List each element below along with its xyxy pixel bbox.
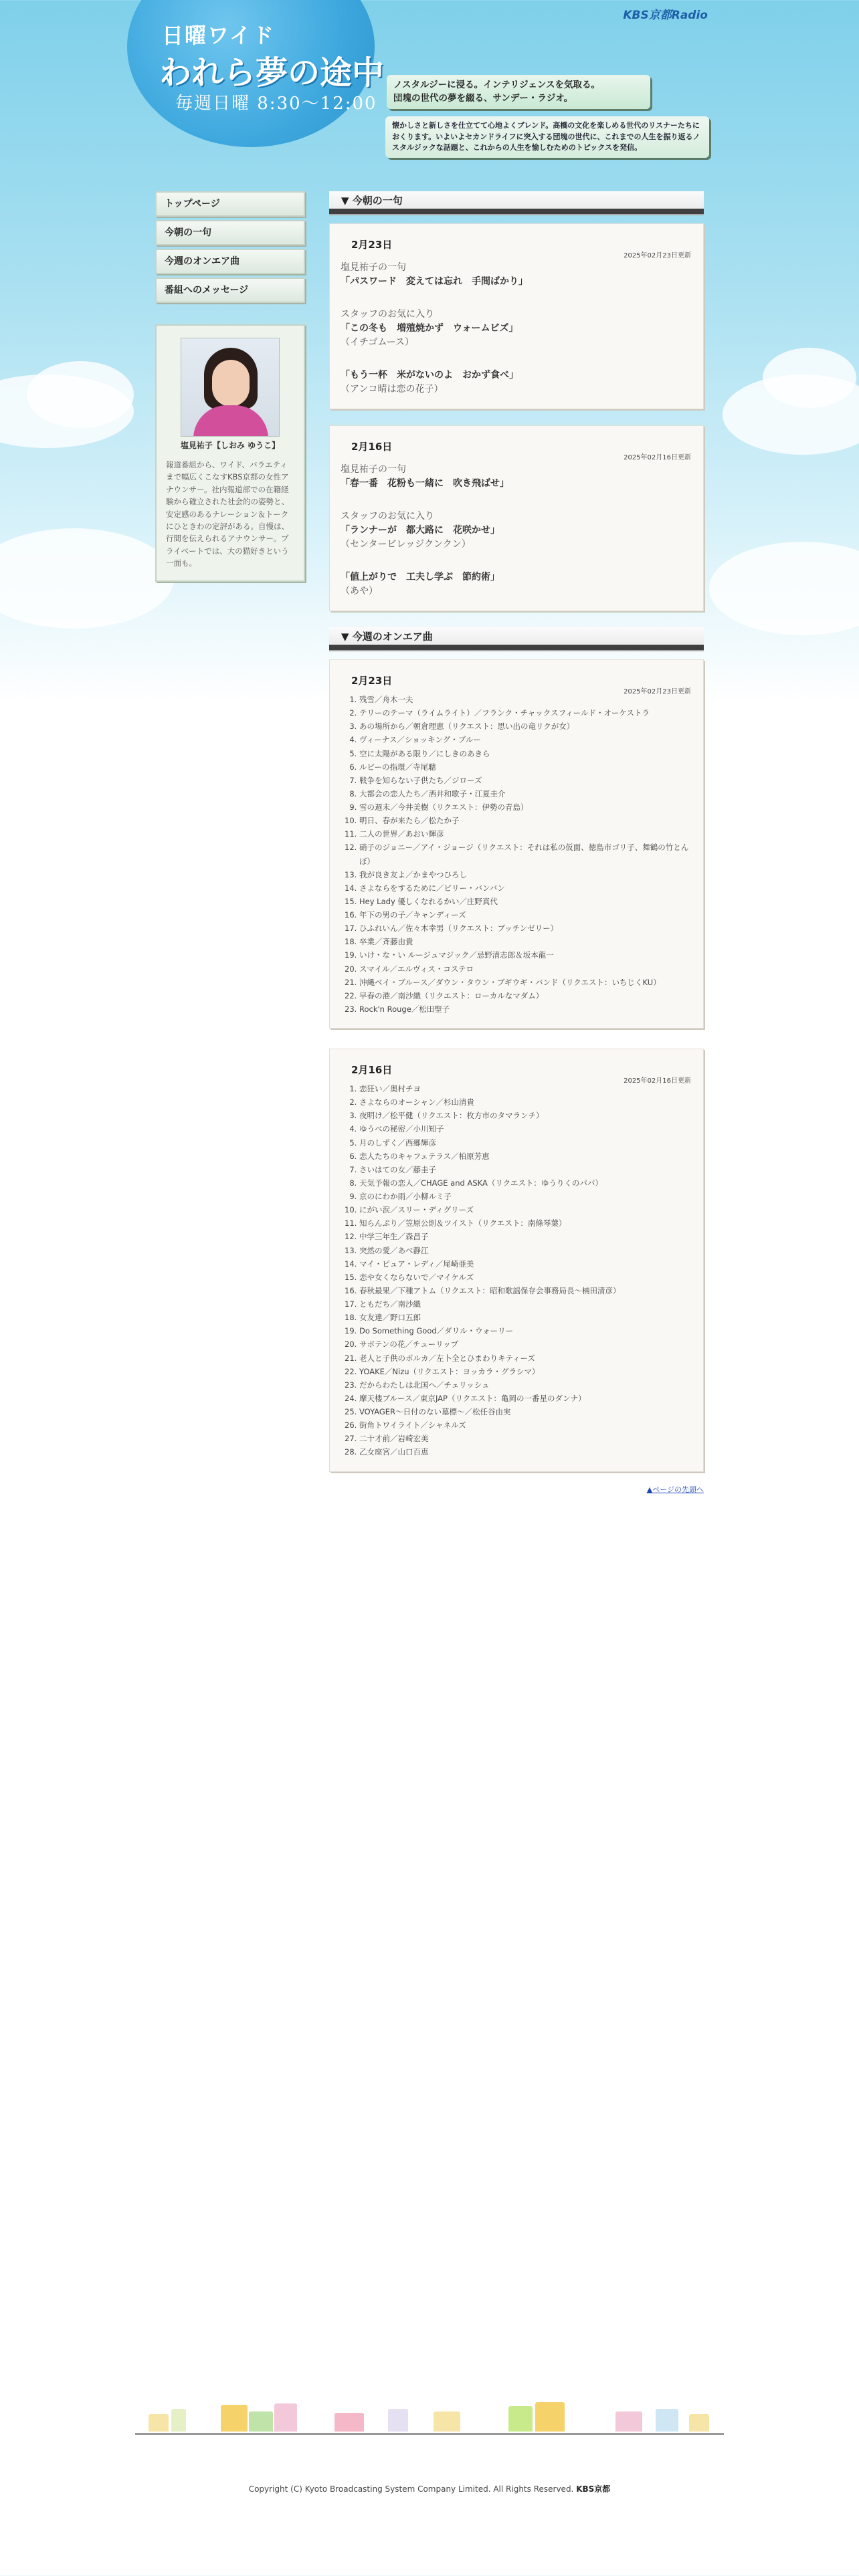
song-item: 18. 卒業／斉藤由貴 (359, 935, 692, 948)
song-item: 8. 天気予報の恋人／CHAGE and ASKA（リクエスト：ゆうりくのパパ） (359, 1176, 692, 1190)
section-heading-haiku: ▼ 今朝の一句 (329, 191, 704, 214)
card-updated: 2025年02月16日更新 (624, 454, 691, 461)
haiku-author: （アンコ晴は恋の花子） (341, 384, 444, 395)
program-subtitle: 日曜ワイド (162, 23, 276, 48)
song-item: 8. 大都会の恋人たち／酒井和歌子・江夏圭介 (359, 787, 692, 800)
host-photo (181, 338, 280, 437)
song-item: 23. Rock'n Rouge／松田聖子 (359, 1002, 692, 1016)
song-list (341, 693, 692, 1016)
song-item: 7. 戦争を知らない子供たち／ジローズ (359, 774, 692, 787)
haiku-author: （イチゴムース） (341, 337, 415, 348)
song-item: 3. あの場所から／朝倉理恵（リクエスト：思い出の竜リクが女） (359, 720, 692, 733)
haiku-text: 「この冬も 増殖焼かず ウォームビズ」 (341, 323, 518, 334)
card-date: 2月23日 (351, 675, 393, 687)
side-nav (155, 191, 305, 303)
song-item: 6. 恋人たちのキャフェテラス／柏原芳恵 (359, 1150, 692, 1163)
tagline-line: 団塊の世代の夢を綴る、サンデー・ラジオ。 (393, 92, 573, 104)
card-date: 2月16日 (351, 1064, 393, 1076)
copyright-brand: KBS京都 (576, 2484, 611, 2494)
song-item: 17. ひふれいん／佐々木幸男（リクエスト：ブッチンゼリー） (359, 922, 692, 935)
song-item: 5. 月のしずく／西郷輝彦 (359, 1136, 692, 1150)
nav-item-onair-songs[interactable]: 今週のオンエア曲 (155, 249, 305, 274)
header (135, 0, 724, 181)
song-item: 11. 知らんぷり／笠原公則＆ツイスト（リクエスト：南條琴葉） (359, 1216, 692, 1230)
haiku-entry (341, 510, 692, 552)
footer-town-illustration (0, 2381, 859, 2461)
song-item: 27. 二十才前／岩崎宏美 (359, 1432, 692, 1445)
section-heading-songs: ▼ 今週のオンエア曲 (329, 627, 704, 650)
card-date: 2月16日 (351, 441, 393, 453)
song-item: 25. VOYAGER〜日付のない墓標〜／松任谷由実 (359, 1405, 692, 1418)
cloud-decoration (27, 361, 134, 428)
song-item: 12. 中学三年生／森昌子 (359, 1230, 692, 1243)
haiku-label: スタッフのお気に入り (341, 511, 434, 522)
haiku-label: 塩見祐子の一句 (341, 464, 406, 475)
song-item: 15. 恋や女くならないで／マイケルズ (359, 1271, 692, 1284)
page (135, 0, 724, 1494)
song-item: 20. サボテンの花／チューリップ (359, 1337, 692, 1351)
copyright-text: Copyright (C) Kyoto Broadcasting System Company Limited. All Rights Reserved. (248, 2484, 574, 2494)
cloud-decoration (0, 528, 174, 629)
program-description: 懐かしさと新しさを仕立てて心地よくブレンド。高橋の文化を楽しめる世代のリスナーたちにおくります。いよいよセカンドライフに突入する団塊の世代に、これまでの人生を振り返るノスタルジックな話題と、これからの人生を愉しむためのトピックスを発信。 (385, 116, 709, 158)
song-item: 16. 春秋最果／下種アトム（リクエスト：昭和歌謡保存会事務局長〜楠田清彦） (359, 1284, 692, 1297)
haiku-card (329, 223, 704, 409)
song-item: 21. 沖縄ベイ・ブルース／ダウン・タウン・ブギウギ・バンド（リクエスト：いちじくKU） (359, 976, 692, 989)
profile-card (155, 324, 305, 582)
card-updated: 2025年02月23日更新 (624, 688, 691, 695)
song-item: 12. 硝子のジョニー／アイ・ジョージ（リクエスト：それは私の仮面、徳島市ゴリ子、舞鶴の竹とんぼ） (359, 841, 692, 867)
songs-card (329, 1049, 704, 1472)
cloud-decoration (763, 348, 856, 408)
song-item: 9. 雪の週末／今井美樹（リクエスト：伊勢の青島） (359, 800, 692, 814)
sidebar (155, 191, 305, 582)
tagline-box (387, 75, 650, 109)
main-content (329, 191, 704, 1495)
haiku-card (329, 425, 704, 611)
song-item: 5. 空に太陽がある限り／にしきのあきら (359, 747, 692, 760)
haiku-entry (341, 463, 692, 491)
song-item: 20. スマイル／エルヴィス・コステロ (359, 962, 692, 976)
song-item: 14. マイ・ピュア・レディ／尾崎亜美 (359, 1257, 692, 1271)
song-item: 23. だからわたしは北国へ／チェリッシュ (359, 1378, 692, 1392)
nav-item-top[interactable]: トップページ (155, 191, 305, 217)
host-description: 報道番組から、ワイド、バラエティまで幅広くこなすKBS京都の女性アナウンサー。社内報道部での在籍経験から確立された社会的の姿勢と、安定感のあるナレーション＆トークにひときわの定評がある。自慢は、行間を伝えられるアナウンサー。プライベートでは、大の猫好きという一面も。 (166, 460, 289, 568)
song-item: 3. 夜明け／松平健（リクエスト：枚方市のタマランチ） (359, 1109, 692, 1122)
tagline-line: ノスタルジーに浸る。インテリジェンスを気取る。 (393, 80, 600, 90)
haiku-label: スタッフのお気に入り (341, 309, 434, 320)
song-item: 28. 乙女座宮／山口百恵 (359, 1445, 692, 1459)
song-item: 2. さよならのオーシャン／杉山清貴 (359, 1095, 692, 1109)
haiku-text: 「もう一杯 米がないのよ おかず食べ」 (341, 370, 518, 381)
song-item: 1. 残雪／舟木一夫 (359, 693, 692, 706)
song-item: 7. さいはての女／藤圭子 (359, 1163, 692, 1176)
song-item: 17. ともだち／南沙織 (359, 1297, 692, 1311)
song-item: 19. いけ・な・い ルージュマジック／忌野清志郎＆坂本龍一 (359, 948, 692, 962)
song-item: 15. Hey Lady 優しくなれるかい／庄野真代 (359, 895, 692, 908)
song-item: 21. 老人と子供のポルカ／左卜全とひまわりキティーズ (359, 1352, 692, 1365)
haiku-entry (341, 261, 692, 289)
song-item: 19. Do Something Good／ダリル・ウォーリー (359, 1324, 692, 1337)
song-item: 11. 二人の世界／あおい輝彦 (359, 827, 692, 841)
song-item: 9. 京のにわか雨／小柳ルミ子 (359, 1190, 692, 1203)
song-item: 13. 我が良き友よ／かまやつひろし (359, 868, 692, 881)
card-updated: 2025年02月16日更新 (624, 1077, 691, 1085)
songs-card (329, 659, 704, 1029)
haiku-author: （センタービレッジクンクン） (341, 539, 471, 550)
station-logo[interactable]: KBS京都Radio (623, 9, 708, 22)
card-date: 2月23日 (351, 239, 393, 251)
haiku-text: 「ランナーが 都大路に 花咲かせ」 (341, 525, 500, 536)
song-item: 24. 摩天楼ブルース／東京JAP（リクエスト：亀岡の一番星のダンナ） (359, 1392, 692, 1405)
nav-item-haiku[interactable]: 今朝の一句 (155, 220, 305, 245)
program-time: 毎週日曜 8:30～12:00 (175, 94, 377, 114)
haiku-entry (341, 570, 692, 599)
card-updated: 2025年02月23日更新 (624, 252, 691, 259)
song-item: 10. 明日、春が来たら／松たか子 (359, 814, 692, 827)
song-item: 22. 早春の港／南沙織（リクエスト：ローカルなマダム） (359, 989, 692, 1002)
haiku-entry (341, 308, 692, 350)
program-title: われら夢の途中 (159, 54, 385, 92)
song-item: 6. ルビーの指環／寺尾聰 (359, 760, 692, 774)
page-top-link[interactable]: ▲ページの先頭へ (646, 1485, 704, 1494)
song-item: 4. ヴィーナス／ショッキング・ブルー (359, 733, 692, 746)
song-item: 13. 突然の愛／あべ静江 (359, 1244, 692, 1257)
song-item: 14. さよならをするために／ビリー・バンバン (359, 881, 692, 895)
song-list (341, 1082, 692, 1459)
haiku-author: （あや） (341, 586, 378, 597)
song-item: 26. 街角トワイライト／シャネルズ (359, 1418, 692, 1432)
haiku-entry (341, 368, 692, 397)
haiku-text: 「パスワード 変えては忘れ 手間ばかり」 (341, 276, 528, 287)
haiku-text: 「値上がりで 工夫し学ぶ 節約術」 (341, 572, 500, 582)
song-item: 4. ゆうべの秘密／小川知子 (359, 1122, 692, 1136)
host-name: 塩見祐子【しおみ ゆうこ】 (180, 441, 280, 450)
nav-item-message[interactable]: 番組へのメッセージ (155, 278, 305, 303)
song-item: 10. にがい涙／スリー・ディグリーズ (359, 1203, 692, 1216)
haiku-text: 「春一番 花粉も一緒に 吹き飛ばせ」 (341, 478, 509, 489)
copyright (0, 2483, 859, 2494)
cloud-decoration (709, 542, 859, 635)
song-item: 16. 年下の男の子／キャンディーズ (359, 908, 692, 922)
song-item: 22. YOAKE／Nizu（リクエスト：ヨッカラ・グラシマ） (359, 1365, 692, 1378)
song-item: 18. 女友達／野口五郎 (359, 1311, 692, 1324)
song-item: 1. 恋狂い／奥村チヨ (359, 1082, 692, 1095)
haiku-label: 塩見祐子の一句 (341, 262, 406, 273)
song-item: 2. テリーのテーマ（ライムライト）／フランク・チャックスフィールド・オーケストラ (359, 706, 692, 720)
